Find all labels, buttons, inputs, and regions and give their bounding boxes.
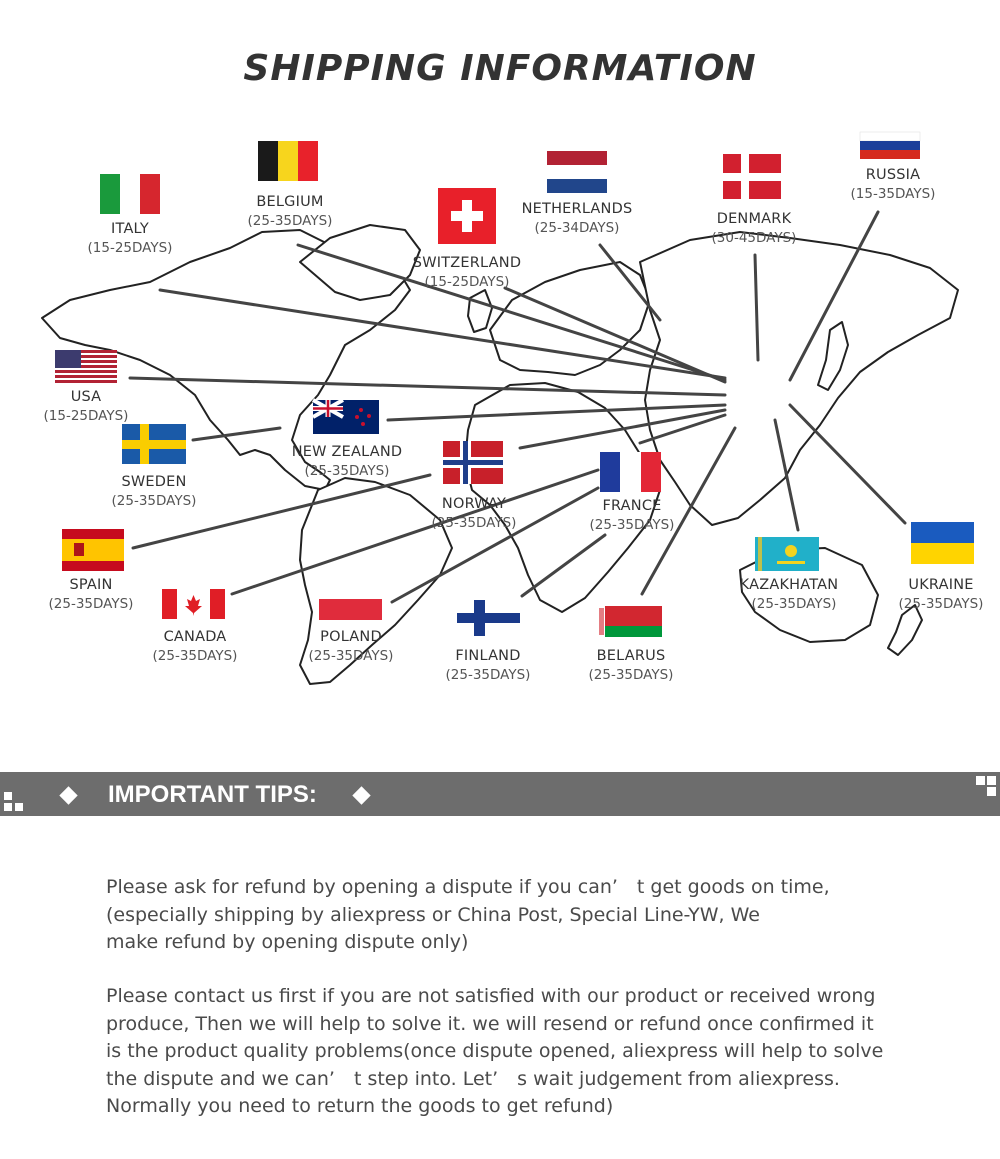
flag-italy xyxy=(100,174,160,214)
label-usa-name: USA xyxy=(70,389,102,405)
label-ukraine-days: (25-35DAYS) xyxy=(898,596,984,612)
label-new-zealand-days: (25-35DAYS) xyxy=(304,463,390,479)
tips-paragraph-1: Please ask for refund by opening a dispute if you can’ t get goods on time, (especially shipping by aliexpress or China Post, Special Line-YW, We make refund by opening dispute only) xyxy=(106,876,830,953)
label-italy-days: (15-25DAYS) xyxy=(87,240,173,256)
label-new-zealand-name: NEW ZEALAND xyxy=(291,444,403,460)
corner-squares-left-icon-b xyxy=(4,803,12,811)
label-sweden-days: (25-35DAYS) xyxy=(111,493,197,509)
flag-finland xyxy=(457,600,520,636)
corner-squares-left-icon xyxy=(4,792,12,800)
flag-poland xyxy=(319,599,382,620)
new-zealand-shape xyxy=(888,605,922,655)
label-spain-name: SPAIN xyxy=(69,577,113,593)
label-sweden-name: SWEDEN xyxy=(121,474,187,490)
flag-kazakhstan xyxy=(755,537,819,571)
corner-squares-right-icon-b xyxy=(987,776,996,785)
flag-belarus xyxy=(598,606,662,637)
page-title: SHIPPING INFORMATION xyxy=(243,48,757,89)
label-denmark-name: DENMARK xyxy=(716,211,792,227)
label-finland-days: (25-35DAYS) xyxy=(445,667,531,683)
label-finland-name: FINLAND xyxy=(455,648,521,664)
label-belarus-name: BELARUS xyxy=(596,648,666,664)
flag-sweden xyxy=(122,424,186,464)
label-switzerland-name: SWITZERLAND xyxy=(412,255,522,271)
corner-squares-left-icon-c xyxy=(15,803,23,811)
label-switzerland-days: (15-25DAYS) xyxy=(424,274,510,290)
label-france-name: FRANCE xyxy=(602,498,662,514)
label-belarus-days: (25-35DAYS) xyxy=(588,667,674,683)
flag-ukraine xyxy=(911,522,974,564)
flag-netherlands xyxy=(547,151,607,193)
label-kazakhstan-name: KAZAKHATAN xyxy=(739,577,839,593)
label-canada-days: (25-35DAYS) xyxy=(152,648,238,664)
label-france-days: (25-35DAYS) xyxy=(589,517,675,533)
flag-switzerland xyxy=(438,188,496,244)
label-spain-days: (25-35DAYS) xyxy=(48,596,134,612)
label-usa-days: (15-25DAYS) xyxy=(43,408,129,424)
corner-squares-right-icon-c xyxy=(987,787,996,796)
label-belgium-days: (25-35DAYS) xyxy=(247,213,333,229)
flag-spain xyxy=(62,529,124,571)
label-kazakhstan-days: (25-35DAYS) xyxy=(751,596,837,612)
asia-shape xyxy=(640,232,958,525)
flag-canada xyxy=(162,589,225,619)
flag-denmark xyxy=(723,154,781,199)
label-netherlands-days: (25-34DAYS) xyxy=(534,220,620,236)
label-poland-name: POLAND xyxy=(320,629,382,645)
uk-shape xyxy=(468,290,492,332)
label-belgium-name: BELGIUM xyxy=(256,194,324,210)
label-russia-days: (15-35DAYS) xyxy=(850,186,936,202)
tips-title: IMPORTANT TIPS: xyxy=(108,781,317,808)
corner-squares-right-icon xyxy=(976,776,985,785)
flag-usa xyxy=(55,350,117,384)
tips-header-bar xyxy=(0,772,1000,816)
flag-new-zealand xyxy=(313,400,379,434)
label-denmark-days: (30-45DAYS) xyxy=(711,230,797,246)
label-norway-name: NORWAY xyxy=(441,496,507,512)
flag-belgium xyxy=(258,141,318,181)
label-ukraine-name: UKRAINE xyxy=(908,577,974,593)
label-norway-days: (25-35DAYS) xyxy=(431,515,517,531)
flag-france xyxy=(600,452,661,492)
flag-norway xyxy=(443,441,503,484)
flag-russia xyxy=(860,132,920,159)
label-netherlands-name: NETHERLANDS xyxy=(521,201,633,217)
label-poland-days: (25-35DAYS) xyxy=(308,648,394,664)
tips-paragraph-2: Please contact us first if you are not satisfied with our product or received wrong produce, Then we will help to solve it. we will resend or refund once confirmed it is the product quality problems(once dispute opened, aliexpress will help to solve the dispute and we can’ t step into. Let’ s wait judgement from aliexpress. Normally you need to return the goods to get refund) xyxy=(106,985,884,1117)
route-ukraine xyxy=(790,405,905,523)
label-russia-name: RUSSIA xyxy=(865,167,921,183)
label-italy-name: ITALY xyxy=(111,221,149,237)
label-canada-name: CANADA xyxy=(163,629,227,645)
